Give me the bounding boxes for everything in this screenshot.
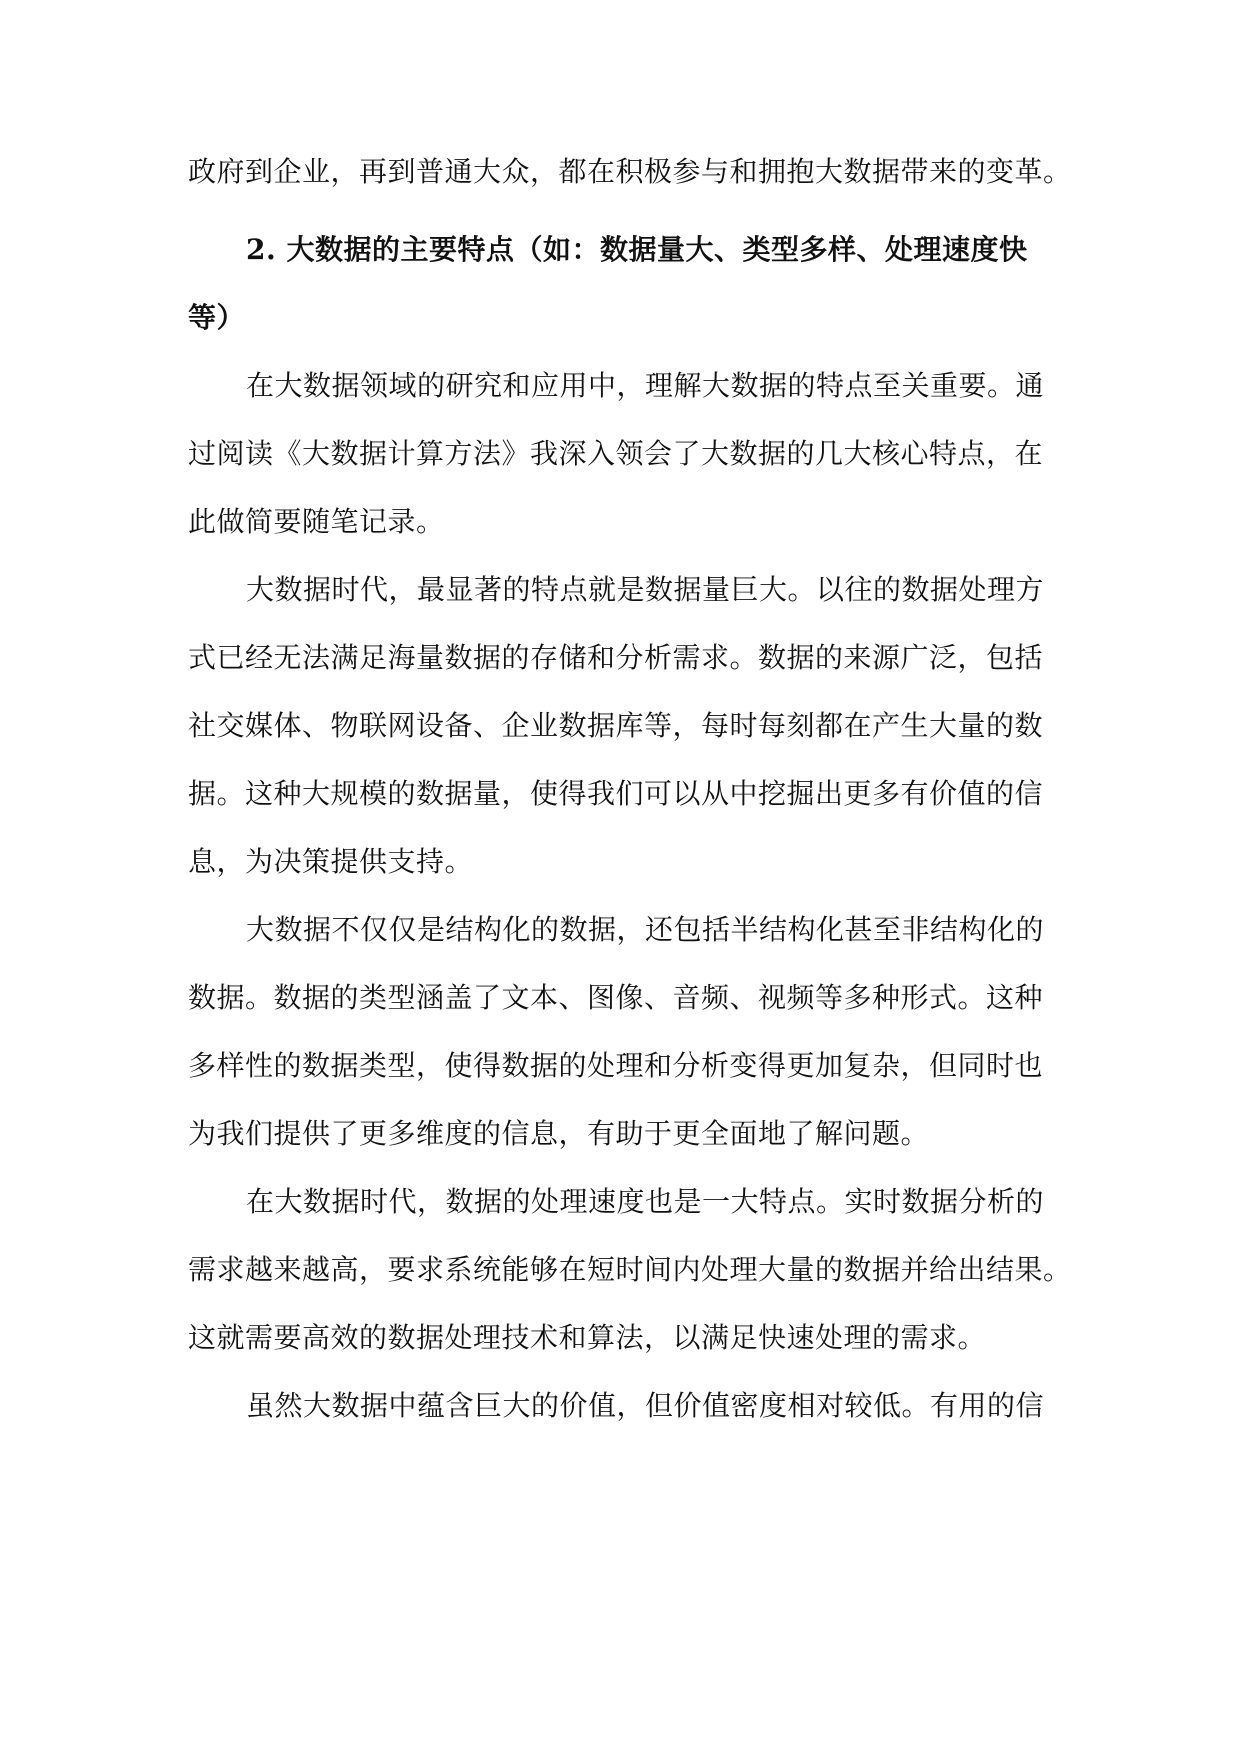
section-heading: 2. 大数据的主要特点（如：数据量大、类型多样、处理速度快 bbox=[246, 233, 1028, 266]
paragraph-line: 需求越来越高，要求系统能够在短时间内处理大量的数据并给出结果。 bbox=[188, 1253, 1072, 1286]
paragraph-line: 息，为决策提供支持。 bbox=[188, 845, 474, 878]
paragraph-line: 虽然大数据中蕴含巨大的价值，但价值密度相对较低。有用的信 bbox=[246, 1389, 1045, 1422]
paragraph-line: 为我们提供了更多维度的信息，有助于更全面地了解问题。 bbox=[188, 1117, 930, 1150]
paragraph-line: 多样性的数据类型，使得数据的处理和分析变得更加复杂，但同时也 bbox=[188, 1049, 1044, 1082]
paragraph-line: 大数据时代，最显著的特点就是数据量巨大。以往的数据处理方 bbox=[246, 573, 1045, 606]
paragraph-line: 此做简要随笔记录。 bbox=[188, 505, 445, 538]
section-heading-continuation: 等） bbox=[188, 301, 246, 334]
paragraph-line: 过阅读《大数据计算方法》我深入领会了大数据的几大核心特点，在 bbox=[188, 437, 1044, 470]
paragraph-line: 在大数据时代，数据的处理速度也是一大特点。实时数据分析的 bbox=[246, 1185, 1045, 1218]
paragraph-line: 式已经无法满足海量数据的存储和分析需求。数据的来源广泛，包括 bbox=[188, 641, 1044, 674]
paragraph-line: 数据。数据的类型涵盖了文本、图像、音频、视频等多种形式。这种 bbox=[188, 981, 1044, 1014]
paragraph-line: 据。这种大规模的数据量，使得我们可以从中挖掘出更多有价值的信 bbox=[188, 777, 1044, 810]
paragraph-line: 大数据不仅仅是结构化的数据，还包括半结构化甚至非结构化的 bbox=[246, 913, 1045, 946]
paragraph-line: 这就需要高效的数据处理技术和算法，以满足快速处理的需求。 bbox=[188, 1321, 987, 1354]
paragraph-line: 政府到企业，再到普通大众，都在积极参与和拥抱大数据带来的变革。 bbox=[188, 155, 1072, 188]
paragraph-line: 在大数据领域的研究和应用中，理解大数据的特点至关重要。通 bbox=[246, 369, 1045, 402]
paragraph-line: 社交媒体、物联网设备、企业数据库等，每时每刻都在产生大量的数 bbox=[188, 709, 1044, 742]
